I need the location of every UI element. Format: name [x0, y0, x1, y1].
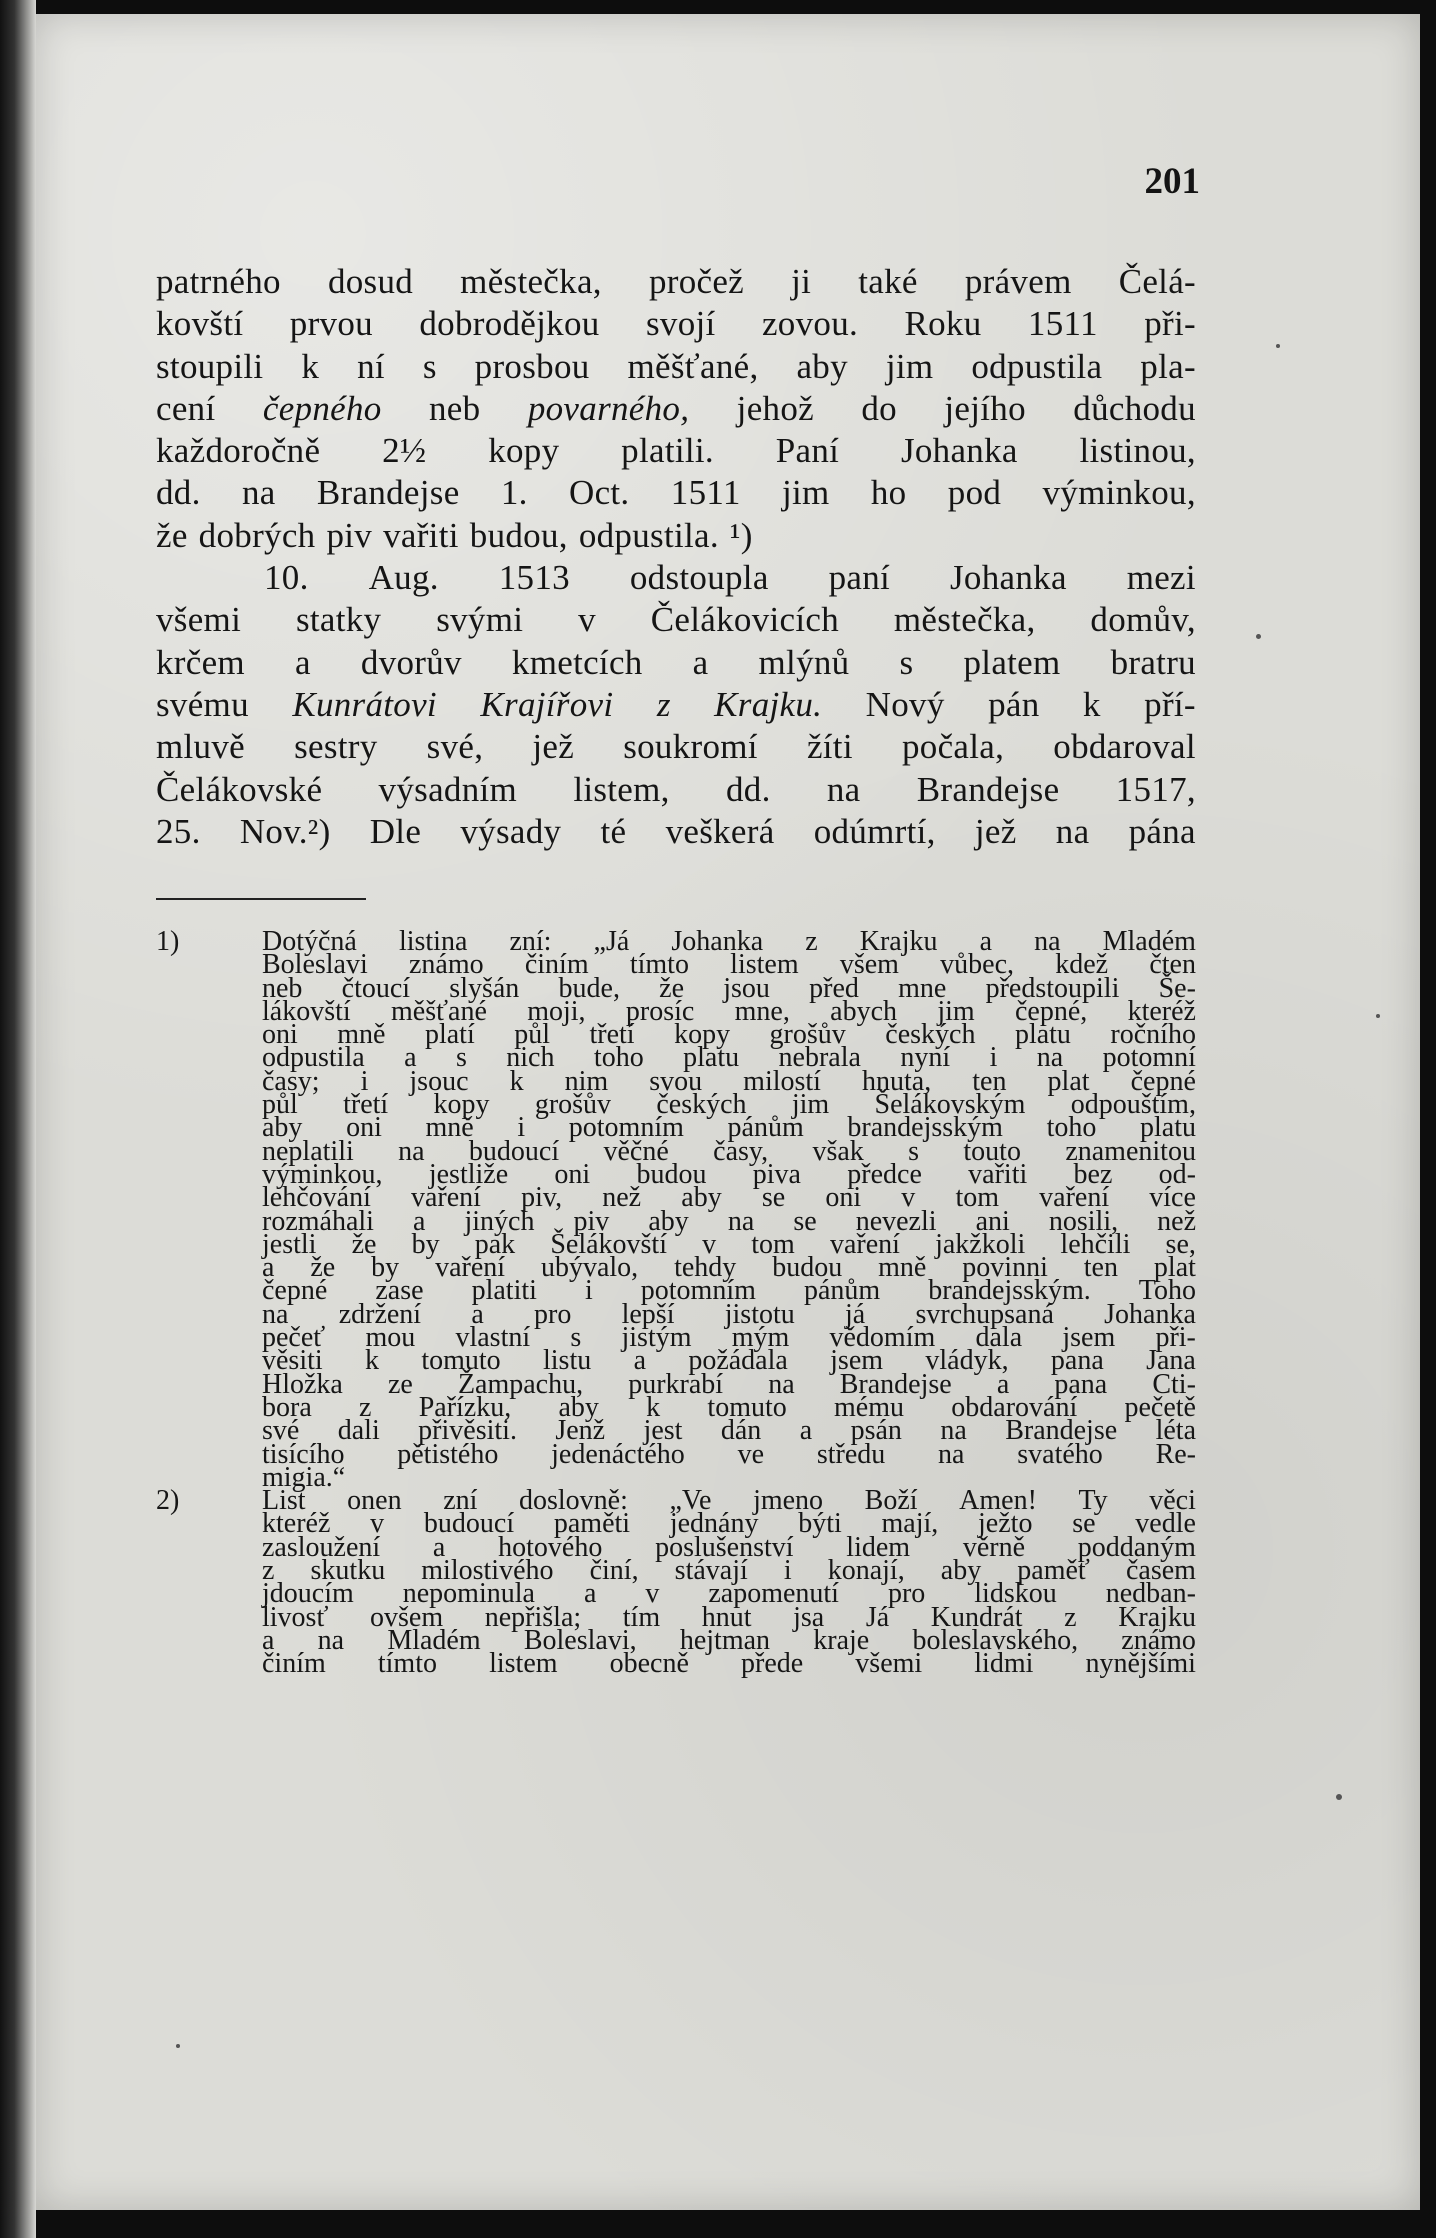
footnote-line: věsiti k tomuto listu a požádala jsem vládyk, pana Jana [262, 1345, 1196, 1377]
body-word: pročež [648, 262, 744, 301]
body-word: důchodu [1073, 388, 1196, 428]
footnote-line-text: Dotýčná listina zní: „Já Johanka z Krajku a na Mladém [262, 926, 1196, 957]
body-word: kopy [488, 431, 560, 471]
body-word: bratru [1110, 642, 1196, 682]
footnote-line: kteréž v budoucí paměti jednány býti mají, ježto se vedle [262, 1508, 1196, 1540]
body-word: Oct. [569, 473, 630, 513]
footnote-line: zasloužení a hotového poslušenství lidem věrně poddaným [262, 1531, 1196, 1563]
body-word: budou, [469, 515, 568, 555]
body-word: neb [429, 388, 481, 428]
body-word: té [600, 811, 627, 851]
body-word: sestry [294, 727, 378, 767]
footnote-line: livosť ovšem nepřišla; tím hnut jsa Já Kundrát z Krajku [262, 1601, 1196, 1633]
footnote-2 [156, 1485, 1196, 1680]
body-text-line [156, 684, 1196, 726]
body-text-line [156, 599, 1196, 641]
footnote-line: tisícího pětistého jedenáctého ve středu na svatého Re- [262, 1438, 1196, 1470]
body-text-line [156, 472, 1196, 514]
body-word: jež [532, 727, 575, 767]
footnote-line: půl třetí kopy grošův českých jim Šelákovským odpouštím, [262, 1089, 1196, 1121]
body-word: že [156, 515, 188, 555]
body-word: pán [988, 684, 1040, 724]
footnote-line: na zdržení a pro lepší jistotu já svrchupsaná Johanka [262, 1298, 1196, 1330]
footnote-1 [156, 926, 1196, 1493]
body-word: ho [870, 473, 907, 513]
footnote-line: odpustila a s nich toho platu nebrala nyní i na potomní [262, 1042, 1196, 1074]
body-word: 1. [500, 473, 528, 513]
footnote-line: z skutku milostivého činí, stávají i konají, aby paměť časem [262, 1555, 1196, 1587]
body-word: krčem [156, 642, 245, 682]
body-word: pána [1128, 811, 1196, 851]
body-word: právem [964, 262, 1072, 301]
body-word: Dle [369, 811, 422, 851]
page-gutter-shadow [0, 0, 36, 2238]
body-word: městečka, [893, 600, 1036, 640]
body-word: kovští [156, 304, 244, 344]
body-word: dvorův [360, 642, 462, 682]
body-word: mluvě [156, 727, 245, 767]
body-word: a [692, 642, 709, 682]
body-word: dobrých [198, 515, 316, 555]
footnote-line: rozmáhali a jiných piv aby na se nevezli ani nosili, než [262, 1205, 1196, 1237]
body-word: jež [974, 811, 1017, 851]
body-word: prosbou [474, 346, 590, 386]
body-word: svými [436, 600, 524, 640]
body-word: mlýnů [758, 642, 850, 682]
italic-word: povarného, [527, 388, 690, 428]
footnote-line: a že by vaření ubývalo, tehdy budou mně povinni ten plat [262, 1252, 1196, 1284]
body-word: pří- [1144, 684, 1196, 724]
body-word: Brandejse [916, 769, 1060, 809]
body-word: 10. [264, 558, 309, 598]
body-word: Čelákovské [156, 769, 323, 809]
italic-word: z [656, 684, 671, 724]
body-word: Nov.²) [239, 811, 331, 851]
body-word: cení [156, 388, 216, 428]
footnote-line: Boleslavi známo činím tímto listem všem vůbec, kdež čten [262, 949, 1196, 981]
body-word: každoročně [156, 431, 321, 471]
body-word: obdaroval [1053, 727, 1196, 767]
body-word: Johanka [949, 558, 1067, 598]
body-word: dd. [156, 473, 201, 513]
body-word: Roku [904, 304, 982, 344]
body-word: odpustila [971, 346, 1103, 386]
body-word: při- [1144, 304, 1196, 344]
body-word: výminkou, [1042, 473, 1196, 513]
body-word: odstoupla [629, 558, 769, 598]
body-text-line [156, 811, 1196, 853]
footnotes-block [156, 926, 1196, 1680]
body-word: na [1055, 811, 1090, 851]
footnote-line: činím tímto listem obecně přede všemi lidmi nynějšími [262, 1648, 1196, 1680]
footnote-line: jestli že by pak Šelákovští v tom vaření jakžkoli lehčili se, [262, 1228, 1196, 1260]
body-word: 1511 [670, 473, 741, 513]
body-word: jehož [736, 388, 814, 428]
body-word: výsadním [378, 769, 518, 809]
body-word: Čelákovicích [650, 600, 840, 640]
footnote-line: čepné zase platiti i potomním pánům brandejsským. Toho [262, 1275, 1196, 1307]
body-word: svému [156, 684, 249, 724]
paper-speck [1276, 344, 1280, 348]
body-word: 25. [156, 811, 201, 851]
body-text-line [156, 642, 1196, 684]
body-word: odúmrtí, [813, 811, 936, 851]
paper-speck [176, 2044, 180, 2048]
body-word: na [826, 769, 861, 809]
body-word: k [301, 346, 320, 386]
body-word: Čelá- [1118, 262, 1196, 301]
body-word: piv [326, 515, 373, 555]
footnote-line: bora z Pařízku, aby k tomuto mému obdarování pečetě [262, 1391, 1196, 1423]
paper-speck [1336, 1794, 1342, 1800]
body-word: stoupili [156, 346, 264, 386]
body-word: Johanka [900, 431, 1018, 471]
body-word: a [295, 642, 311, 682]
body-word: výsady [460, 811, 562, 851]
body-word: Paní [775, 431, 840, 471]
body-word: paní [828, 558, 891, 598]
italic-word: Krajířovi [480, 684, 614, 724]
body-text-line [156, 261, 1196, 303]
body-word: odpustila. [578, 515, 719, 555]
body-text-line [156, 515, 1196, 557]
italic-word: čepného [262, 388, 382, 428]
body-word: pod [947, 473, 1002, 513]
body-text-line [156, 726, 1196, 768]
page-number: 201 [1144, 161, 1200, 202]
paper-speck [1376, 1014, 1380, 1018]
body-word: Nový [865, 684, 945, 724]
body-text-line [156, 346, 1196, 388]
footnote-line: neb čtoucí slyšán bude, že jsou před mne předstoupili Še- [262, 972, 1196, 1004]
body-word: jim [782, 473, 830, 513]
footnote-line: migia.“ [262, 1461, 346, 1493]
body-word: 2½ [382, 431, 427, 471]
footnote-line: lehčování vaření piv, než aby se oni v tom vaření více [262, 1182, 1196, 1214]
body-word: měšťané, [627, 346, 759, 386]
body-word: ¹) [729, 515, 753, 555]
body-word: v [578, 600, 596, 640]
paper-speck [1256, 634, 1261, 639]
body-text-line [156, 303, 1196, 345]
body-word: dobrodějkou [419, 304, 600, 344]
body-text-line [156, 430, 1196, 472]
body-word: listem, [573, 769, 670, 809]
footnote-line: oni mně platí půl třetí kopy grošův českých platu ročního [262, 1019, 1196, 1051]
body-word: jim [885, 346, 934, 386]
body-word: platem [963, 642, 1061, 682]
footnote-line: výminkou, jestliže oni budou piva předce vařiti bez od- [262, 1158, 1196, 1190]
main-text-block [156, 261, 1196, 853]
italic-word: Krajku. [714, 684, 823, 724]
footnote-line: Hložka ze Žampachu, purkrabí na Brandejse a pana Cti- [262, 1368, 1196, 1400]
footnote-line: časy; i jsouc k nim svou milostí hnuta, ten plat čepné [262, 1065, 1196, 1097]
footnote-divider [156, 898, 366, 900]
body-word: domův, [1090, 600, 1196, 640]
body-word: zovou. [761, 304, 859, 344]
footnote-line: jdoucím nepominula a v zapomenutí pro lidskou nedban- [262, 1578, 1196, 1610]
body-word: jejího [944, 388, 1026, 428]
body-word: svojí [645, 304, 716, 344]
body-word: své, [426, 727, 484, 767]
body-text-line [156, 388, 1196, 430]
body-word: aby [796, 346, 848, 386]
body-word: veškerá [665, 811, 775, 851]
body-word: s [422, 346, 437, 386]
footnote-line: aby oni mně i potomním pánům brandejsským toho platu [262, 1112, 1196, 1144]
footnote-line: pečeť mou vlastní s jistým mým vědomím dala jsem při- [262, 1322, 1196, 1354]
italic-word: Kunrátovi [292, 684, 437, 724]
body-word: také [858, 262, 918, 301]
footnote-line: a na Mladém Boleslavi, hejtman kraje boleslavského, známo [262, 1624, 1196, 1656]
body-word: statky [295, 600, 382, 640]
footnote-line: lákovští měšťané moji, prosíc mne, abych jim čepné, kteréž [262, 995, 1196, 1027]
body-word: dd. [725, 769, 771, 809]
body-word: ní [357, 346, 385, 386]
body-word: počala, [901, 727, 1005, 767]
body-text-line [156, 557, 1196, 599]
body-word: listinou, [1079, 431, 1196, 471]
body-word: k [1082, 684, 1101, 724]
body-word: platili. [621, 431, 714, 471]
body-word: 1517, [1115, 769, 1196, 809]
body-word: vařiti [383, 515, 459, 555]
footnote-line: své dali přivěsiti. Jenž jest dán a psán na Brandejse léta [262, 1415, 1196, 1447]
body-word: kmetcích [511, 642, 643, 682]
body-text-line [156, 769, 1196, 811]
body-word: patrného [156, 262, 281, 301]
footnote-line-text: List onen zní doslovně: „Ve jmeno Boží Amen! Ty věci [262, 1485, 1196, 1517]
body-word: soukromí [623, 727, 758, 767]
footnote-marker: 2) [156, 1485, 180, 1517]
body-word: městečka, [460, 262, 602, 301]
body-word: na [241, 473, 276, 513]
body-word: mezi [1126, 558, 1196, 598]
body-word: Brandejse [316, 473, 460, 513]
footnote-marker: 1) [156, 926, 180, 957]
body-word: do [861, 388, 897, 428]
body-word: všemi [156, 600, 242, 640]
body-word: žíti [806, 727, 853, 767]
footnote-line: neplatili na budoucí věčné časy, však s touto znamenitou [262, 1135, 1196, 1167]
body-word: prvou [289, 304, 373, 344]
body-word: s [899, 642, 914, 682]
body-word: dosud [327, 262, 414, 301]
body-word: pla- [1140, 346, 1196, 386]
body-word: ji [791, 262, 812, 301]
body-word: Aug. [368, 558, 439, 598]
body-word: 1513 [498, 558, 570, 598]
body-word: 1511 [1027, 304, 1098, 344]
